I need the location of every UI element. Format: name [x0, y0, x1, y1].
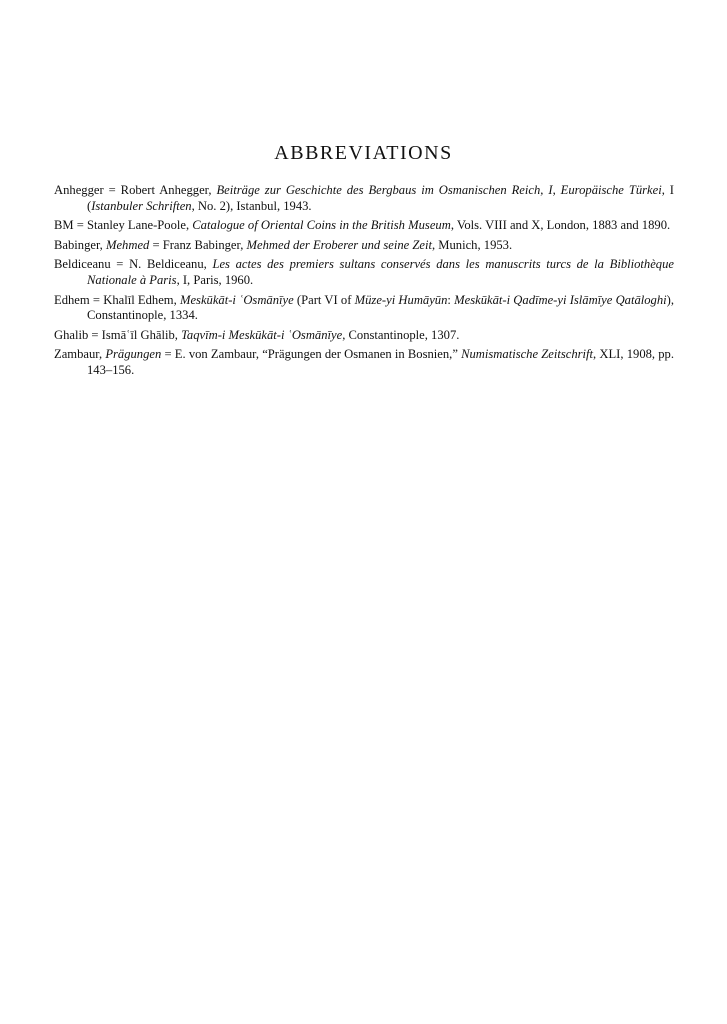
abbreviation-entry — [54, 218, 674, 234]
entry-text: (Part VI of — [293, 292, 355, 307]
abbreviation-entry — [54, 238, 674, 254]
entry-text-italic: Meskūkāt-i Qadīme-yi Islāmīye Qatāloghi — [454, 292, 667, 307]
entry-text: Zambaur, — [54, 347, 106, 362]
entry-text: , Vols. VIII and X, London, 1883 and 1890. — [450, 218, 671, 233]
entry-text: , I, Paris, 1960. — [176, 272, 254, 287]
abbreviation-entry — [54, 328, 674, 344]
entry-text: = E. von Zambaur, “Prägungen der Osmanen in Bosnien,” — [161, 347, 462, 362]
entry-text-italic: Müze-yi Humāyūn — [354, 292, 448, 307]
entry-text-italic: Meskūkāt-i ʿOsmānīye — [179, 292, 294, 307]
abbreviation-entry — [54, 257, 674, 288]
entry-text: , XLI, 1908, pp. 143–156. — [87, 347, 674, 377]
entry-text: ), Constantinople, 1334. — [87, 292, 674, 323]
entry-text: BM = Stanley Lane-Poole, — [54, 218, 193, 233]
entry-text: Babinger, — [54, 237, 106, 252]
page-title: ABBREVIATIONS — [274, 142, 453, 164]
entry-text-italic: Mehmed der Eroberer und seine Zeit — [246, 237, 432, 252]
entry-text: , No. 2), Istanbul, 1943. — [191, 198, 312, 213]
entry-text-italic: Numismatische Zeitschrift — [461, 347, 594, 362]
entry-text-italic: Mehmed — [105, 237, 150, 252]
entry-text: , I ( — [87, 183, 675, 213]
entry-text-italic: Istanbuler Schriften — [91, 198, 192, 213]
entry-text-italic: Catalogue of Oriental Coins in the British Museum — [192, 218, 451, 233]
abbreviation-entry — [54, 347, 674, 378]
entry-text: : — [447, 292, 455, 307]
entry-text: , Constantinople, 1307. — [342, 327, 460, 342]
abbreviation-list — [54, 183, 674, 383]
entry-text: Ghalib = Ismāʿīl Ghālib, — [54, 327, 182, 342]
entry-text: , Munich, 1953. — [432, 237, 513, 252]
entry-text-italic: Taqvīm-i Meskūkāt-i ʿOsmānīye — [181, 327, 343, 342]
entry-text: Anhegger = Robert Anhegger, — [54, 183, 217, 197]
entry-text-italic: Prägungen — [105, 347, 162, 362]
abbreviation-entry — [54, 293, 674, 324]
entry-text-italic: Les actes des premiers sultans conservés dans les manuscrits turcs de la Bibliothèque Nationale à Paris — [87, 257, 674, 287]
abbreviation-entry — [54, 183, 674, 214]
entry-text: Edhem = Khalīl Edhem, — [54, 292, 180, 307]
entry-text-italic: Beiträge zur Geschichte des Bergbaus im Osmanischen Reich, I, Europäische Türkei — [216, 183, 662, 197]
entry-text: Beldiceanu = N. Beldiceanu, — [54, 257, 213, 272]
entry-text: = Franz Babinger, — [149, 237, 247, 252]
